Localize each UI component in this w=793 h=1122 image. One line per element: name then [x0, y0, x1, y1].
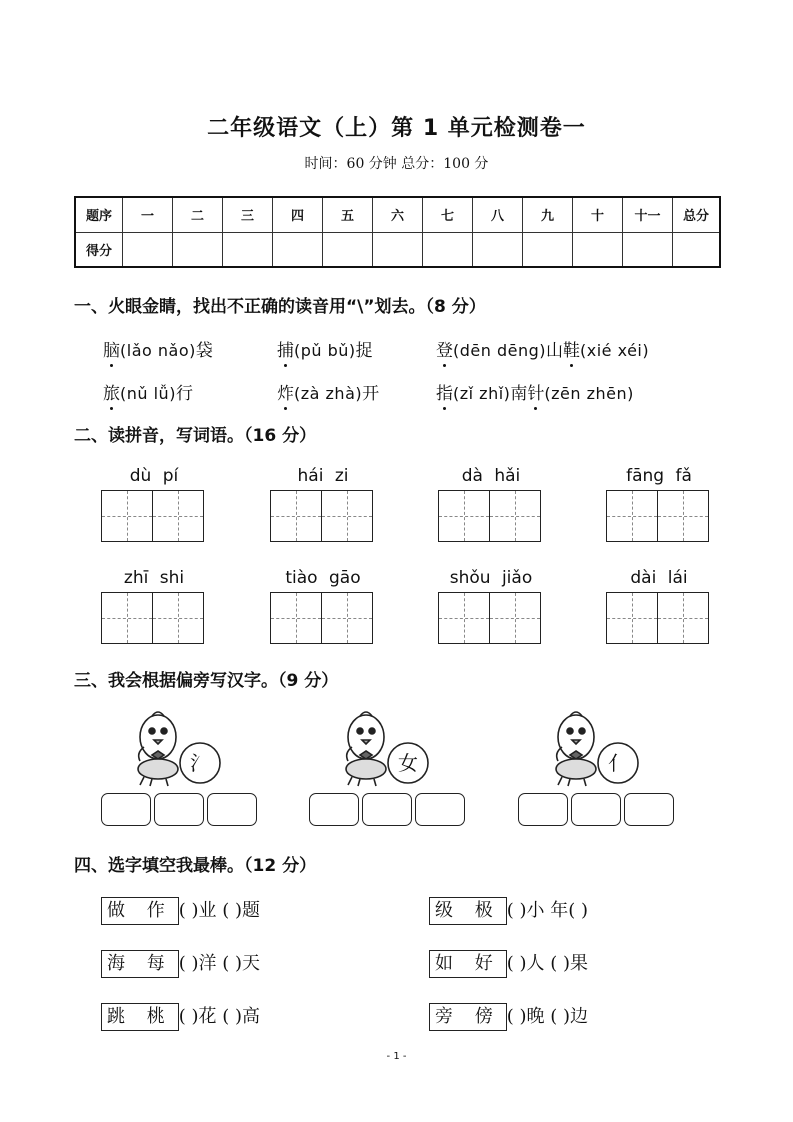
writing-cell[interactable]	[270, 490, 322, 542]
writing-cell[interactable]	[101, 592, 153, 644]
pinyin-word-box	[438, 466, 544, 546]
writing-cell[interactable]	[657, 490, 709, 542]
word-suffix: 行	[175, 384, 193, 404]
pinyin-word-box	[606, 466, 712, 546]
score-value-row	[75, 232, 720, 267]
dotted-char: 登	[436, 336, 453, 361]
score-input-cell[interactable]	[573, 232, 623, 267]
writing-cell[interactable]	[657, 592, 709, 644]
word-prefix: 南	[510, 384, 528, 404]
answer-box[interactable]	[101, 793, 151, 826]
radical-text: 亻	[608, 751, 628, 775]
fill-blanks[interactable]: ( )人 ( )果	[506, 953, 588, 974]
pinyin-prompt: fāng fǎ	[626, 466, 692, 486]
pinyin-word-box	[438, 568, 544, 648]
fill-item	[101, 949, 260, 978]
writing-cell[interactable]	[438, 592, 490, 644]
score-header-cell: 七	[423, 197, 473, 232]
option-chars: 如 好	[429, 950, 507, 978]
score-input-cell[interactable]	[423, 232, 473, 267]
answer-box[interactable]	[362, 793, 412, 826]
answer-box[interactable]	[571, 793, 621, 826]
score-header-cell: 十一	[623, 197, 673, 232]
score-input-cell[interactable]	[273, 232, 323, 267]
page-title: 二年级语文（上）第 1 单元检测卷一	[207, 116, 586, 141]
fill-item	[101, 1002, 260, 1031]
score-header-cell: 十	[573, 197, 623, 232]
score-input-cell[interactable]	[223, 232, 273, 267]
fill-blanks[interactable]: ( )小 年( )	[506, 900, 588, 921]
word-suffix: 袋	[195, 341, 213, 361]
option-chars: 海 每	[101, 950, 179, 978]
exam-info: 时间：60 分钟 总分：100 分	[304, 156, 489, 172]
writing-cell[interactable]	[270, 592, 322, 644]
score-header-cell: 二	[173, 197, 223, 232]
pinyin-prompt: hái zi	[297, 466, 349, 486]
section3-title: 三、我会根据偏旁写汉字。（9 分）	[74, 671, 339, 691]
option-chars: 级 极	[429, 897, 507, 925]
option-chars: 旁 傍	[429, 1003, 507, 1031]
pinyin-prompt: tiào gāo	[285, 568, 361, 588]
score-input-cell[interactable]	[323, 232, 373, 267]
score-header-row	[75, 197, 720, 232]
score-input-cell[interactable]	[123, 232, 173, 267]
dotted-char: 炸	[277, 379, 294, 404]
answer-box[interactable]	[624, 793, 674, 826]
chick-with-radical	[338, 707, 433, 787]
score-header-cell: 题序	[75, 197, 123, 232]
tianzige	[270, 592, 373, 644]
option-chars: 做 作	[101, 897, 179, 925]
pinyin-word-box	[270, 568, 376, 648]
writing-cell[interactable]	[606, 490, 658, 542]
pinyin-item	[277, 379, 379, 404]
pinyin-word-box	[101, 568, 207, 648]
score-header-cell: 九	[523, 197, 573, 232]
writing-cell[interactable]	[489, 490, 541, 542]
pinyin-choices[interactable]: (dēn dēng)	[453, 341, 547, 360]
pinyin-prompt: dà hǎi	[461, 466, 521, 486]
answer-box[interactable]	[518, 793, 568, 826]
fill-item	[429, 1002, 588, 1031]
writing-cell[interactable]	[321, 490, 373, 542]
writing-cell[interactable]	[321, 592, 373, 644]
answer-box[interactable]	[309, 793, 359, 826]
pinyin-choices[interactable]: (xié xéi)	[580, 341, 650, 360]
pinyin-choices[interactable]: (zà zhà)	[294, 384, 363, 403]
tianzige	[438, 490, 541, 542]
score-input-cell[interactable]	[373, 232, 423, 267]
answer-box[interactable]	[207, 793, 257, 826]
score-header-cell: 四	[273, 197, 323, 232]
fill-item	[101, 896, 260, 925]
dotted-char: 指	[436, 379, 453, 404]
pinyin-choices[interactable]: (nǔ lǚ)	[120, 384, 176, 403]
dotted-char: 旅	[103, 379, 120, 404]
pinyin-prompt: dài lái	[630, 568, 688, 588]
pinyin-item	[277, 336, 373, 361]
tianzige	[606, 490, 709, 542]
writing-cell[interactable]	[606, 592, 658, 644]
answer-box[interactable]	[415, 793, 465, 826]
section1-title: 一、火眼金睛，找出不正确的读音用“\”划去。（8 分）	[74, 297, 486, 317]
tianzige	[101, 592, 204, 644]
word-prefix: 山	[546, 341, 564, 361]
fill-item	[429, 949, 588, 978]
pinyin-item	[436, 336, 649, 361]
pinyin-word-box	[270, 466, 376, 546]
writing-cell[interactable]	[101, 490, 153, 542]
score-label-cell: 得分	[75, 232, 123, 267]
score-input-cell[interactable]	[173, 232, 223, 267]
score-input-cell[interactable]	[523, 232, 573, 267]
writing-cell[interactable]	[152, 592, 204, 644]
tianzige	[606, 592, 709, 644]
score-header-cell: 五	[323, 197, 373, 232]
score-input-cell[interactable]	[473, 232, 523, 267]
pinyin-item	[103, 336, 213, 361]
chick-with-radical	[130, 707, 225, 787]
score-header-cell: 总分	[673, 197, 721, 232]
score-header-cell: 三	[223, 197, 273, 232]
pinyin-choices[interactable]: (pǔ bǔ)	[294, 341, 356, 360]
tianzige	[438, 592, 541, 644]
fill-item	[429, 896, 588, 925]
pinyin-choices[interactable]: (zēn zhēn)	[544, 384, 634, 403]
word-suffix: 捉	[355, 341, 373, 361]
pinyin-word-box	[606, 568, 712, 648]
writing-cell[interactable]	[152, 490, 204, 542]
score-table	[74, 196, 721, 268]
fill-blanks[interactable]: ( )洋 ( )天	[178, 953, 260, 974]
score-header-cell: 八	[473, 197, 523, 232]
writing-cell[interactable]	[438, 490, 490, 542]
fill-blanks[interactable]: ( )晚 ( )边	[506, 1006, 588, 1027]
fill-blanks[interactable]: ( )业 ( )题	[178, 900, 260, 921]
pinyin-word-box	[101, 466, 207, 546]
word-suffix: 开	[362, 384, 380, 404]
score-header-cell: 一	[123, 197, 173, 232]
dotted-char: 针	[527, 379, 544, 404]
chick-with-radical	[548, 707, 643, 787]
dotted-char: 脑	[103, 336, 120, 361]
dotted-char: 捕	[277, 336, 294, 361]
pinyin-item	[436, 379, 634, 404]
section2-title: 二、读拼音，写词语。（16 分）	[74, 426, 317, 446]
writing-cell[interactable]	[489, 592, 541, 644]
option-chars: 跳 桃	[101, 1003, 179, 1031]
fill-blanks[interactable]: ( )花 ( )高	[178, 1006, 260, 1027]
pinyin-item	[103, 379, 193, 404]
answer-box[interactable]	[154, 793, 204, 826]
score-input-cell[interactable]	[673, 232, 721, 267]
score-input-cell[interactable]	[623, 232, 673, 267]
radical-text: 氵	[190, 751, 210, 775]
pinyin-prompt: shǒu jiǎo	[449, 568, 533, 588]
pinyin-prompt: zhī shi	[123, 568, 185, 588]
pinyin-choices[interactable]: (zǐ zhǐ)	[453, 384, 511, 403]
page-number: - 1 -	[386, 1051, 407, 1062]
dotted-char: 鞋	[563, 336, 580, 361]
score-header-cell: 六	[373, 197, 423, 232]
pinyin-choices[interactable]: (lǎo nǎo)	[120, 341, 196, 360]
radical-text: 女	[398, 751, 418, 775]
tianzige	[270, 490, 373, 542]
section4-title: 四、选字填空我最棒。（12 分）	[74, 856, 317, 876]
pinyin-prompt: dù pí	[129, 466, 179, 486]
tianzige	[101, 490, 204, 542]
